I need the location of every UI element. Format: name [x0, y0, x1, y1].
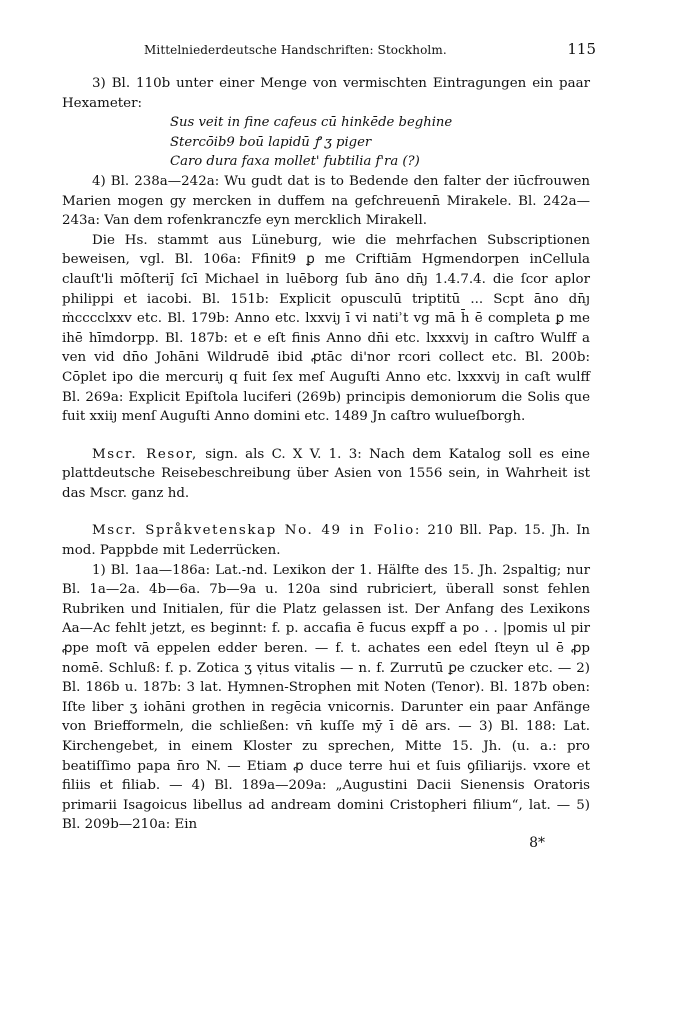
provenance-paragraph: Die Hs. stammt aus Lüneburg, wie die mehrfachen Subscriptionen beweisen, vgl. Bl. 106a: Ffinit9 ꝑ me Criftiām Hgmendorpen inCellula clauſt'li mōſteriȷ̄ ſcī Michael in luēborg ſub āno dn̄ȷ 1.4.7.4. die ſcor aplor philippi et iacobi. Bl. 151b: Explicit opusculū triptitū ... Scpt āno dn̄ȷ ṁcccclxxv etc. Bl. 179b: Anno etc. lxxviȷ ī vi natiʾt vg mā h̄ ē completa ꝑ me ihē hīmdorpp. Bl. 187b: et e eſt finis Anno dn̄i etc. lxxxviȷ in caſtro Wulff a ven vid dn̄o Johāni Wildrudē ibid ꝓtāc di'nor rcori collect etc. Bl. 200b: Cōplet ipo die mercuriȷ q fuit ſex meſ Auguſti Anno etc. lxxxviȷ in caſt wulff Bl. 269a: Explicit Epiſtola luciferi (269b) principis demoniorum die Solis que fuit xxiiȷ menſ Auguſti Anno domini etc. 1489 Jn caſtro wulueſborgh. — [62, 232, 590, 425]
sprak-text: 210 Bll. Pap. 15. Jh. In mod. Pappbde mit Lederrücken. — [62, 523, 590, 559]
sprak-label: Mscr. Språkvetenskap No. 49 in Folio: — [92, 523, 421, 539]
signature-mark: 8* — [529, 834, 545, 851]
verse-line: Sus veit in fine cafeus cū hinkēde beghine — [170, 115, 453, 131]
sprak-paragraph — [62, 521, 590, 560]
page-number: 115 — [567, 40, 596, 58]
sprak-items: 1) Bl. 1aa—186a: Lat.-nd. Lexikon der 1. Hälfte des 15. Jh. 2spaltig; nur Bl. 1a—2a. 4b—6a. 7b—9a u. 120a sind rubriciert, überall sonst fehlen Rubriken und Initialen, für die Platz gelassen ist. Der Anfang des Lexikons Aa—Ac fehlt jetzt, es beginnt: f. p. accafia ē fucus expff a po . . |pomis ul pir ꝓpe moſt vā eppelen edder beren. — f. t. achates een edel ſteyn ul ē ꝓp nomē. Schluß: f. p. Zotica ʒ ṿitus vitalis — n. f. Zurrutū ꝑe czucker etc. — 2) Bl. 186b u. 187b: 3 lat. Hymnen-Strophen mit Noten (Tenor). Bl. 187b oben: Iſte liber ʒ iohāni grothen in regēcia vnicornis. Darunter ein paar Anfänge von Briefformeln, die schließen: vn̄ kuſſe mȳ ī dē ars. — 3) Bl. 188: Lat. Kirchengebet, in einem Kloster zu sprechen, Mitte 15. Jh. (u. a.: pro beatiſſimo papa n̄ro N. — Etiam ꝓ duce terre hui et ſuis ꝯſiliarijs. vxore et filiis et filiab. — 4) Bl. 189a—209a: „Augustini Dacii Sienensis Oratoris primarii Isagoicus libellus ad andream domini Cristopheri filium“, lat. — 5) Bl. 209b—210a: Ein — [62, 562, 590, 833]
resor-text: sign. als C. X V. 1. 3: Nach dem Katalog soll es eine plattdeutsche Reisebeschreibung über Asien von 1556 sein, in Wahrheit ist das Mscr. ganz hd. — [62, 446, 590, 501]
footer — [62, 835, 590, 855]
section-gap — [62, 503, 590, 521]
entry-4-text: 4) Bl. 238a—242a: Wu gudt dat is to Bedende den falter der iūcfrouwen Marien mogen gy mercken in duffem na gefchreuenn̄ Mirakele. Bl. 242a—243a: Van dem rofenkranczfe eyn merckl​ich Mirakell. — [62, 173, 590, 229]
verse-line: Caro dura faxa mollet' fubtilia f'ra (?) — [170, 154, 420, 170]
resor-paragraph — [62, 445, 590, 504]
running-title: Mittelniederdeutsche Handschriften: Stockholm. — [144, 43, 447, 57]
running-header — [62, 40, 596, 58]
resor-label: Mscr. Resor, — [92, 446, 198, 462]
entry-3-text: 3) Bl. 110b unter einer Menge von vermischten Eintragungen ein paar Hexameter: — [62, 76, 590, 111]
verse-line: Stercōib9 boū lapidū ꝭ ʒ piger — [170, 134, 372, 150]
section-gap — [62, 427, 590, 445]
document-page — [62, 40, 596, 855]
